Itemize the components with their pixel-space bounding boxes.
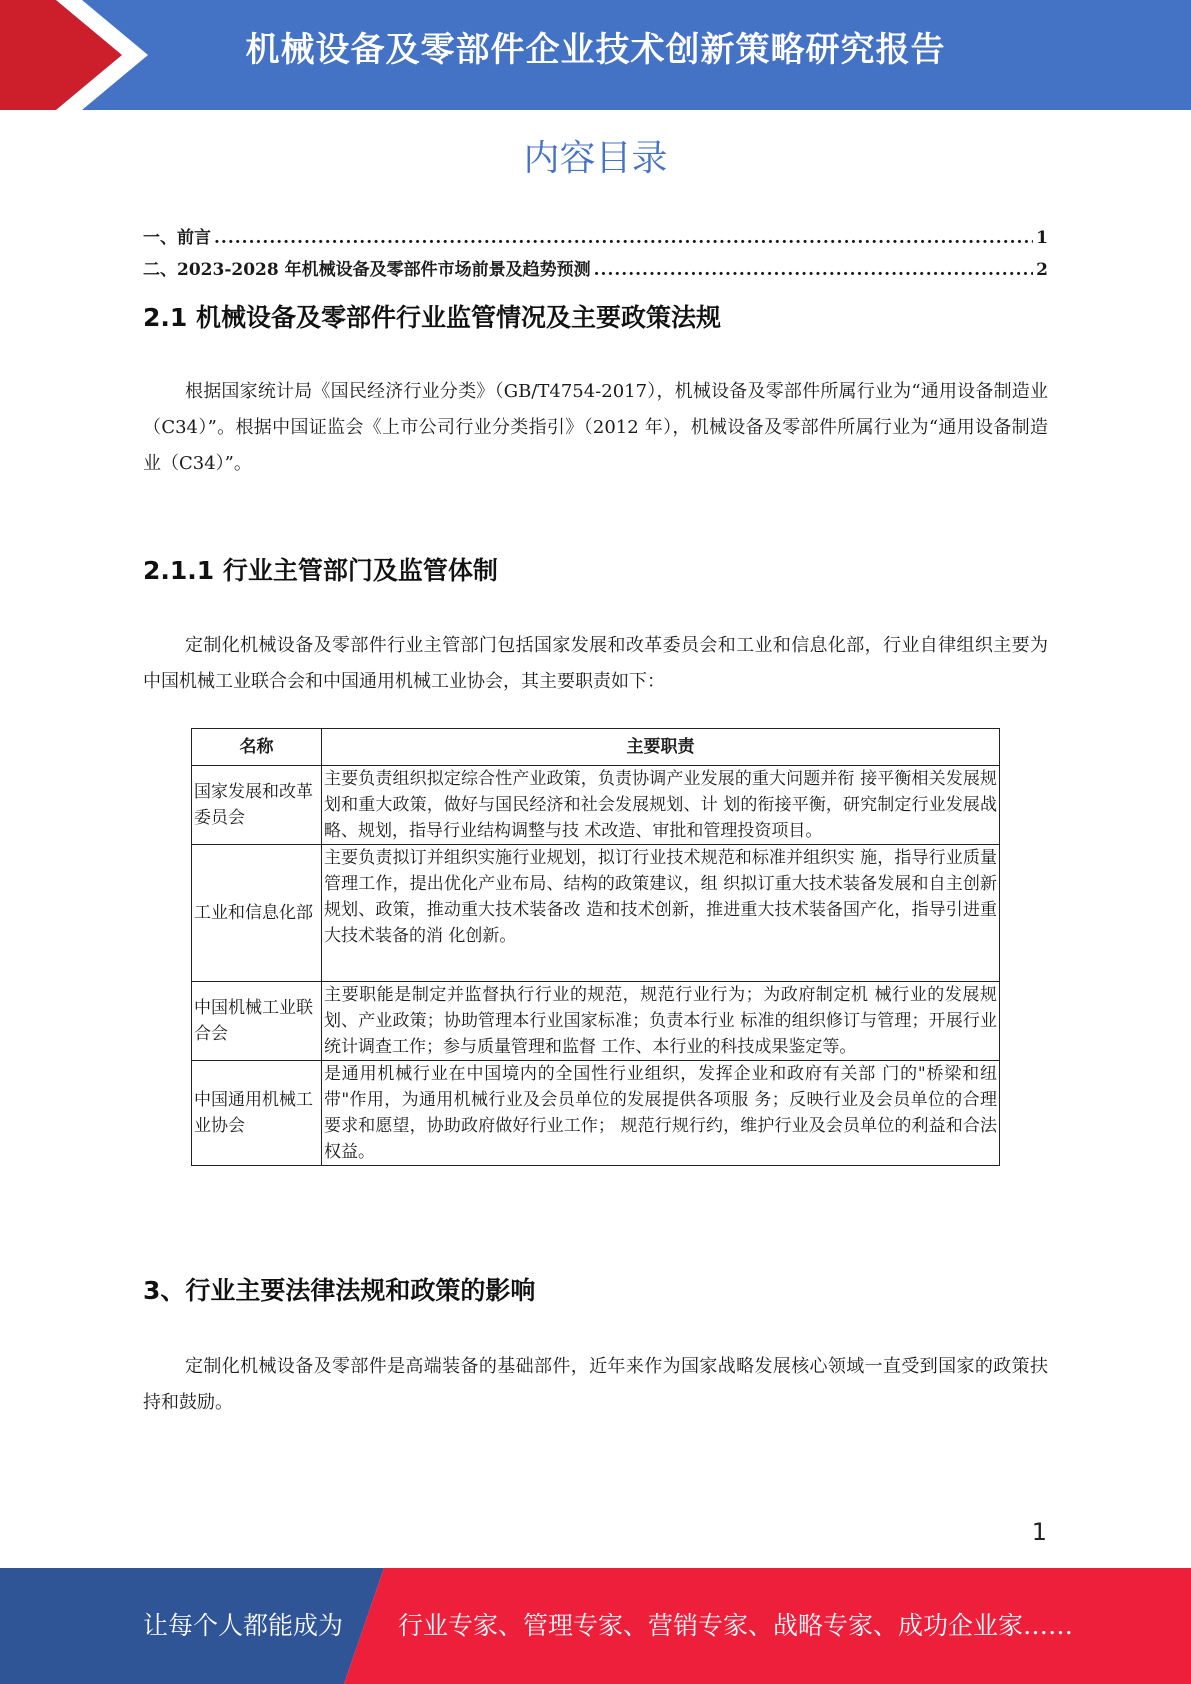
header-band bbox=[0, 0, 1191, 110]
toc-leader-dots bbox=[594, 254, 1034, 286]
section-3-heading: 3、行业主要法律法规和政策的影响 bbox=[143, 1276, 536, 1305]
toc-leader-dots bbox=[214, 222, 1033, 254]
regulatory-bodies-table bbox=[191, 728, 1000, 1166]
table-row bbox=[192, 845, 1000, 982]
table-of-contents bbox=[143, 222, 1048, 286]
section-3-paragraph: 定制化机械设备及零部件是高端装备的基础部件，近年来作为国家战略发展核心领域一直受到国家的政策扶持和鼓励。 bbox=[143, 1356, 1048, 1413]
table-cell-duty: 是通用机械行业在中国境内的全国性行业组织，发挥企业和政府有关部 门的"桥梁和纽带"作用，为通用机械行业及会员单位的发展提供各项服 务；反映行业及会员单位的合理要求和愿望，协助政府做好行业工作； 规范行规行约，维护行业及会员单位的利益和合法权益。 bbox=[322, 1061, 1000, 1166]
toc-title: 内容目录 bbox=[523, 138, 668, 179]
table-cell-name: 国家发展和改革委员会 bbox=[192, 766, 322, 845]
column-header-duties: 主要职责 bbox=[322, 729, 1000, 766]
table-row bbox=[192, 982, 1000, 1061]
toc-entry-page: 1 bbox=[1036, 228, 1048, 248]
section-2-1-paragraph: 根据国家统计局《国民经济行业分类》（GB/T4754-2017），机械设备及零部件所属行业为“通用设备制造业（C34）”。根据中国证监会《上市公司行业分类指引》（2012 年），机械设备及零部件所属行业为“通用设备制造业（C34）”。 bbox=[143, 381, 1048, 474]
column-header-name: 名称 bbox=[192, 729, 322, 766]
footer-slogan-right: 行业专家、管理专家、营销专家、战略专家、成功企业家…… bbox=[398, 1611, 1074, 1640]
table-cell-name: 工业和信息化部 bbox=[192, 845, 322, 982]
table-cell-duty: 主要负责组织拟定综合性产业政策，负责协调产业发展的重大问题并衔 接平衡相关发展规划和重大政策，做好与国民经济和社会发展规划、计 划的衔接平衡，研究制定行业发展战略、规划，指导行业结构调整与技 术改造、审批和管理投资项目。 bbox=[322, 766, 1000, 845]
table-cell-duty: 主要负责拟订并组织实施行业规划，拟订行业技术规范和标准并组织实 施，指导行业质量管理工作，提出优化产业布局、结构的政策建议，组 织拟订重大技术装备发展和自主创新规划、政策，推动重大技术装备改 造和技术创新，推进重大技术装备国产化，指导引进重大技术装备的消 化创新。 bbox=[322, 845, 1000, 982]
table-cell-name: 中国机械工业联合会 bbox=[192, 982, 322, 1061]
report-title: 机械设备及零部件企业技术创新策略研究报告 bbox=[245, 30, 946, 70]
toc-entry-text: 二、2023-2028 年机械设备及零部件市场前景及趋势预测 bbox=[143, 260, 591, 280]
section-2-1-heading: 2.1 机械设备及零部件行业监管情况及主要政策法规 bbox=[143, 303, 721, 332]
table-cell-duty: 主要职能是制定并监督执行行业的规范，规范行业行为；为政府制定机 械行业的发展规划、产业政策；协助管理本行业国家标准；负责本行业 标准的组织修订与管理；开展行业统计调查工作；参与质量管理和监督 工作、本行业的科技成果鉴定等。 bbox=[322, 982, 1000, 1061]
footer-slogan-left: 让每个人都能成为 bbox=[143, 1611, 344, 1640]
toc-entry-text: 一、前言 bbox=[143, 228, 211, 248]
toc-entry-page: 2 bbox=[1036, 260, 1048, 280]
toc-entry-market-forecast[interactable] bbox=[143, 254, 1048, 286]
toc-entry-preface[interactable] bbox=[143, 222, 1048, 254]
table-header-row bbox=[192, 729, 1000, 766]
table-row bbox=[192, 766, 1000, 845]
section-2-1-1-heading: 2.1.1 行业主管部门及监管体制 bbox=[143, 556, 498, 585]
section-2-1-1-paragraph: 定制化机械设备及零部件行业主管部门包括国家发展和改革委员会和工业和信息化部，行业自律组织主要为中国机械工业联合会和中国通用机械工业协会，其主要职责如下： bbox=[143, 635, 1048, 692]
footer-band bbox=[0, 1568, 1191, 1684]
table-cell-name: 中国通用机械工业协会 bbox=[192, 1061, 322, 1166]
table-row bbox=[192, 1061, 1000, 1166]
header-chevron-decoration bbox=[0, 0, 160, 110]
page-number: 1 bbox=[1031, 1518, 1047, 1546]
